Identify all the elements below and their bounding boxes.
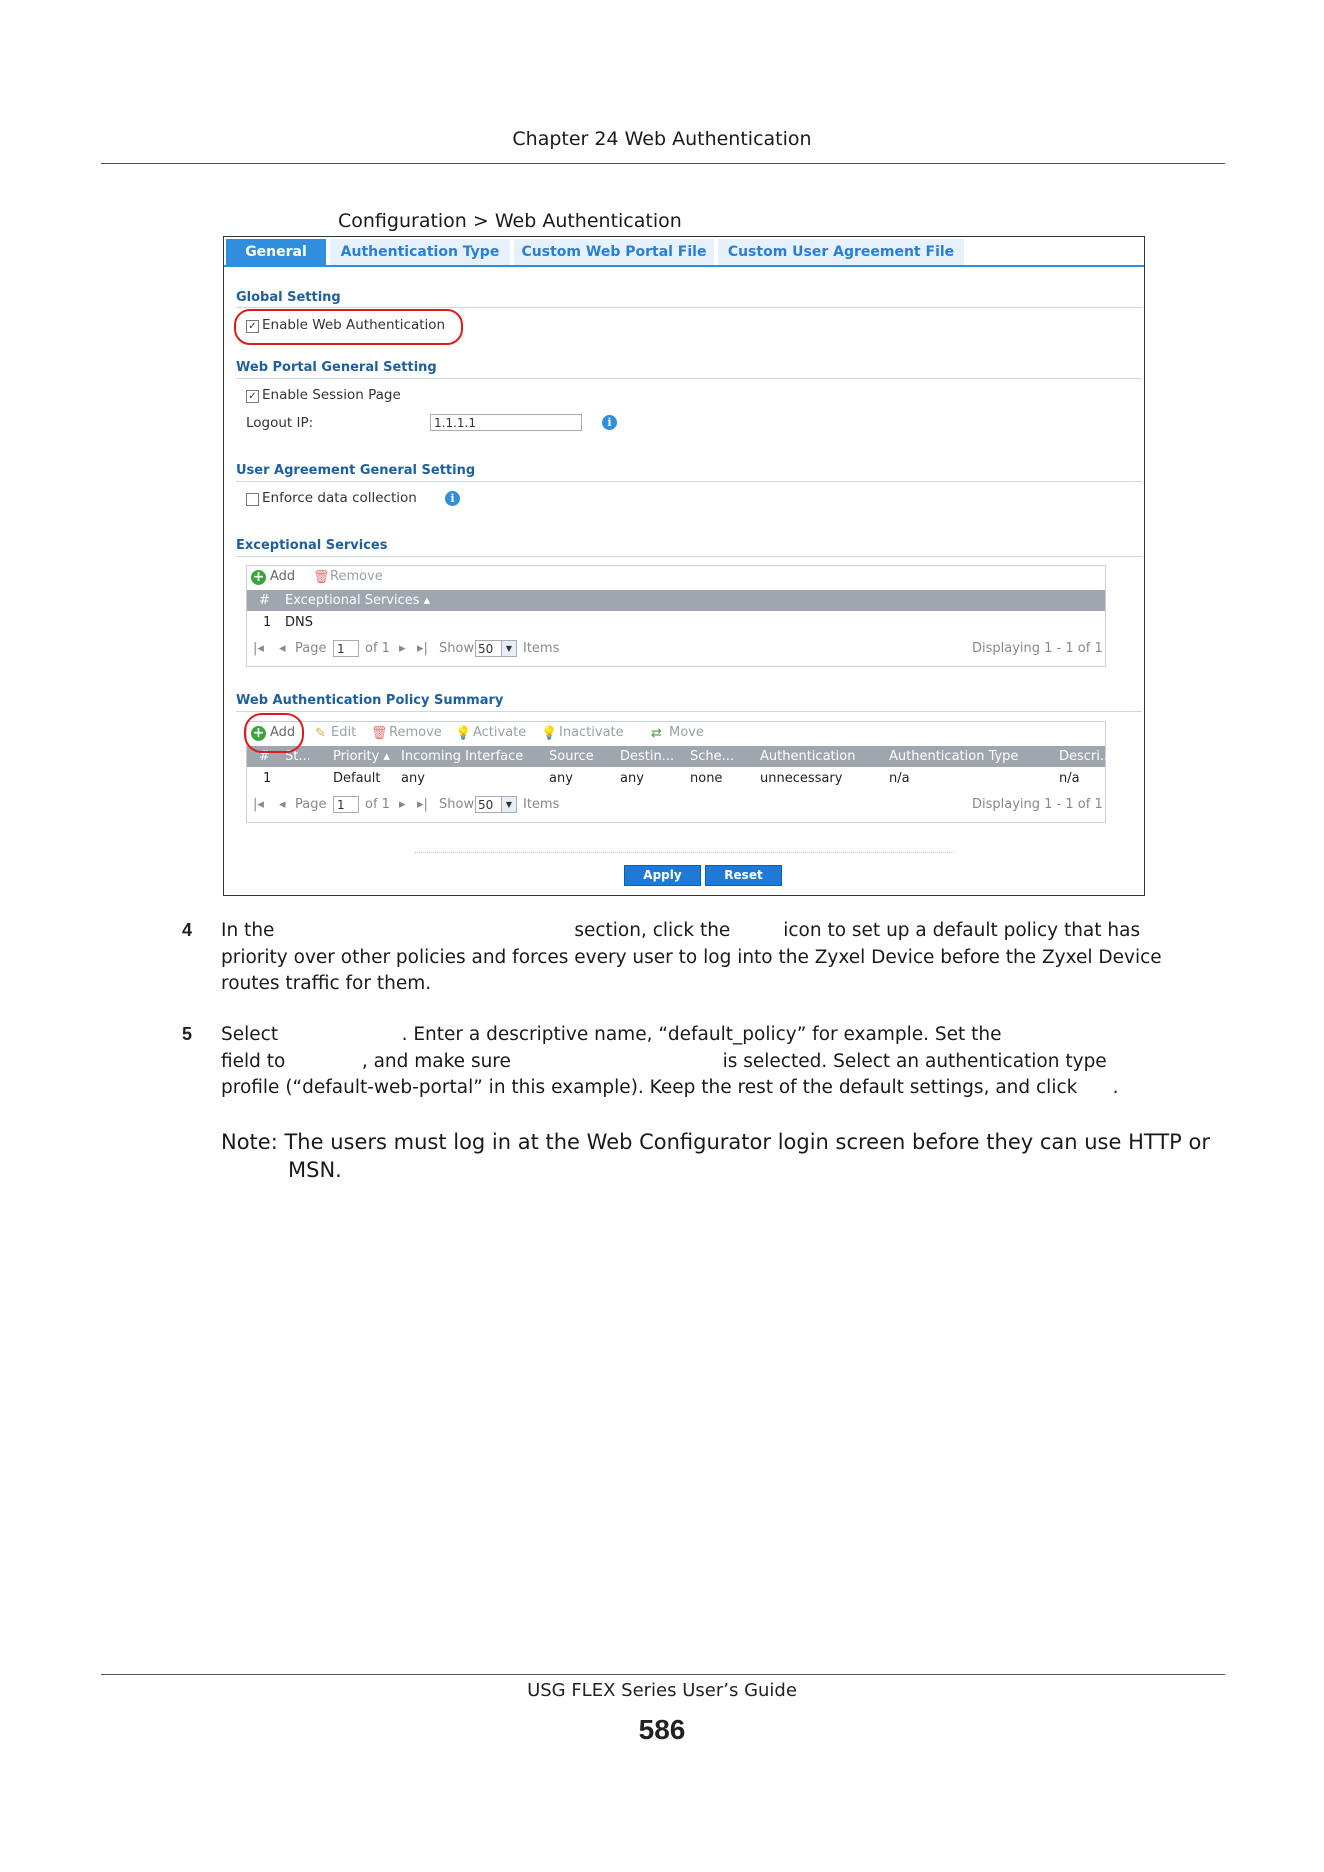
step-text-line: priority over other policies and forces every user to log into the Zyxel Device before the Zyxel Device bbox=[221, 947, 1162, 968]
pager bbox=[247, 794, 1105, 818]
step-number: 5 bbox=[182, 1024, 193, 1044]
logout-ip-label: Logout IP: bbox=[246, 415, 314, 431]
web-authentication-screenshot bbox=[223, 236, 1145, 896]
global-setting-title: Global Setting bbox=[236, 290, 341, 305]
row-number: 1 bbox=[263, 615, 272, 630]
tab-authentication-type[interactable]: Authentication Type bbox=[330, 239, 510, 265]
column-header[interactable]: Destin... bbox=[620, 749, 675, 764]
move-icon: ⇄ bbox=[651, 726, 662, 741]
note-line: MSN. bbox=[288, 1158, 342, 1182]
chevron-down-icon[interactable]: ▼ bbox=[501, 641, 516, 656]
incoming-cell: any bbox=[401, 771, 425, 786]
items-label: Items bbox=[523, 797, 560, 812]
note-line: Note: The users must log in at the Web Configurator login screen before they can use HTTP or bbox=[221, 1130, 1210, 1154]
description-cell: n/a bbox=[1059, 771, 1080, 786]
tab-bar bbox=[224, 237, 1144, 267]
step-number: 4 bbox=[182, 920, 193, 940]
page-label: Page bbox=[295, 797, 327, 812]
exceptional-services-title: Exceptional Services bbox=[236, 538, 388, 553]
policy-summary-title: Web Authentication Policy Summary bbox=[236, 693, 504, 708]
page-number: 586 bbox=[638, 1714, 686, 1745]
first-page-icon[interactable]: |◂ bbox=[253, 641, 264, 656]
page-input[interactable]: 1 bbox=[333, 796, 359, 813]
tab-general[interactable]: General bbox=[226, 239, 326, 265]
column-header[interactable]: Descri... bbox=[1059, 749, 1113, 764]
source-cell: any bbox=[549, 771, 573, 786]
column-header[interactable]: Priority ▴ bbox=[333, 749, 390, 764]
lightbulb-icon: 💡 bbox=[455, 726, 472, 741]
show-label: Show bbox=[439, 641, 475, 656]
page-of: of 1 bbox=[365, 641, 390, 656]
logout-ip-input[interactable]: 1.1.1.1 bbox=[430, 414, 582, 431]
user-agreement-title: User Agreement General Setting bbox=[236, 463, 476, 478]
page-input[interactable]: 1 bbox=[333, 640, 359, 657]
show-value: 50 bbox=[478, 642, 494, 656]
enforce-data-collection-label: Enforce data collection bbox=[262, 490, 417, 506]
edit-button[interactable]: Edit bbox=[331, 725, 357, 740]
add-icon[interactable]: + bbox=[252, 725, 265, 741]
add-button[interactable]: Add bbox=[270, 725, 296, 740]
add-icon[interactable]: + bbox=[252, 569, 265, 585]
prev-page-icon[interactable]: ◂ bbox=[279, 797, 286, 812]
priority-cell: Default bbox=[333, 771, 381, 786]
table-header bbox=[247, 746, 1113, 767]
show-select[interactable] bbox=[475, 796, 517, 813]
destination-cell: any bbox=[620, 771, 644, 786]
column-header[interactable]: Exceptional Services ▴ bbox=[285, 593, 431, 608]
footer-rule bbox=[101, 1674, 1225, 1675]
move-button[interactable]: Move bbox=[669, 725, 704, 740]
activate-button[interactable]: Activate bbox=[473, 725, 527, 740]
page-of: of 1 bbox=[365, 797, 390, 812]
trash-icon: 🗑 bbox=[313, 570, 330, 585]
service-cell: DNS bbox=[285, 615, 313, 630]
show-select[interactable] bbox=[475, 640, 517, 657]
items-label: Items bbox=[523, 641, 560, 656]
last-page-icon[interactable]: ▸| bbox=[417, 641, 428, 656]
last-page-icon[interactable]: ▸| bbox=[417, 797, 428, 812]
step-text-line: profile (“default-web-portal” in this example). Keep the rest of the default settings, and click . bbox=[221, 1077, 1119, 1098]
column-header[interactable]: Sche... bbox=[690, 749, 735, 764]
add-button[interactable]: Add bbox=[270, 569, 296, 584]
step-text-line: routes traffic for them. bbox=[221, 973, 432, 994]
show-value: 50 bbox=[478, 798, 494, 812]
tab-custom-user-agreement-file[interactable]: Custom User Agreement File bbox=[718, 239, 964, 265]
section-divider bbox=[236, 556, 1142, 557]
highlight-ring-enable bbox=[234, 309, 463, 345]
remove-button[interactable]: Remove bbox=[389, 725, 442, 740]
auth-type-cell: n/a bbox=[889, 771, 910, 786]
step-text-line: field to , and make sure is selected. Select an authentication type bbox=[221, 1051, 1107, 1072]
column-header: # bbox=[259, 593, 270, 608]
figure-caption: Configuration > Web Authentication bbox=[338, 210, 682, 232]
reset-button[interactable]: Reset bbox=[705, 865, 782, 886]
section-divider bbox=[236, 481, 1142, 482]
step-text-line: In the section, click the icon to set up a default policy that has bbox=[221, 920, 1141, 941]
edit-icon: ✎ bbox=[315, 726, 326, 741]
column-header[interactable]: Incoming Interface bbox=[401, 749, 524, 764]
section-divider bbox=[236, 711, 1142, 712]
prev-page-icon[interactable]: ◂ bbox=[279, 641, 286, 656]
exceptional-services-panel bbox=[246, 565, 1106, 667]
chapter-header: Chapter 24 Web Authentication bbox=[512, 128, 812, 150]
column-header[interactable]: Source bbox=[549, 749, 594, 764]
first-page-icon[interactable]: |◂ bbox=[253, 797, 264, 812]
row-number: 1 bbox=[263, 771, 272, 786]
column-header: # bbox=[259, 749, 270, 764]
column-header[interactable]: Authentication bbox=[760, 749, 856, 764]
enable-web-auth-checkbox[interactable]: ✓ bbox=[246, 320, 259, 333]
pager bbox=[247, 638, 1105, 662]
tab-custom-web-portal-file[interactable]: Custom Web Portal File bbox=[514, 239, 714, 265]
show-label: Show bbox=[439, 797, 475, 812]
chevron-down-icon[interactable]: ▼ bbox=[501, 797, 516, 812]
guide-title: USG FLEX Series User’s Guide bbox=[527, 1680, 797, 1701]
enforce-data-collection-checkbox[interactable] bbox=[246, 493, 259, 506]
apply-button[interactable]: Apply bbox=[624, 865, 701, 886]
page-label: Page bbox=[295, 641, 327, 656]
header-rule bbox=[101, 163, 1225, 164]
web-portal-title: Web Portal General Setting bbox=[236, 360, 437, 375]
step-text-line: Select . Enter a descriptive name, “default_policy” for example. Set the bbox=[221, 1024, 1002, 1045]
enable-session-page-label: Enable Session Page bbox=[262, 387, 401, 403]
lightbulb-off-icon: 💡 bbox=[541, 726, 558, 741]
trash-icon: 🗑 bbox=[371, 726, 388, 741]
info-icon[interactable]: i bbox=[445, 491, 460, 506]
displaying-text: Displaying 1 - 1 of 1 bbox=[972, 797, 1103, 812]
enable-session-page-checkbox[interactable]: ✓ bbox=[246, 390, 259, 403]
authentication-cell: unnecessary bbox=[760, 771, 843, 786]
displaying-text: Displaying 1 - 1 of 1 bbox=[972, 641, 1103, 656]
info-icon[interactable]: i bbox=[602, 415, 617, 430]
column-header[interactable]: Authentication Type bbox=[889, 749, 1019, 764]
remove-button[interactable]: Remove bbox=[330, 569, 383, 584]
inactivate-button[interactable]: Inactivate bbox=[559, 725, 624, 740]
next-page-icon[interactable]: ▸ bbox=[399, 797, 406, 812]
highlight-ring-add bbox=[244, 713, 304, 753]
column-header[interactable]: St... bbox=[285, 749, 311, 764]
section-divider bbox=[236, 378, 1142, 379]
section-divider bbox=[236, 307, 1142, 308]
next-page-icon[interactable]: ▸ bbox=[399, 641, 406, 656]
divider bbox=[414, 852, 954, 853]
policy-summary-panel bbox=[246, 721, 1113, 823]
schedule-cell: none bbox=[690, 771, 723, 786]
enable-web-auth-label: Enable Web Authentication bbox=[262, 317, 446, 333]
table-header bbox=[247, 590, 1105, 611]
